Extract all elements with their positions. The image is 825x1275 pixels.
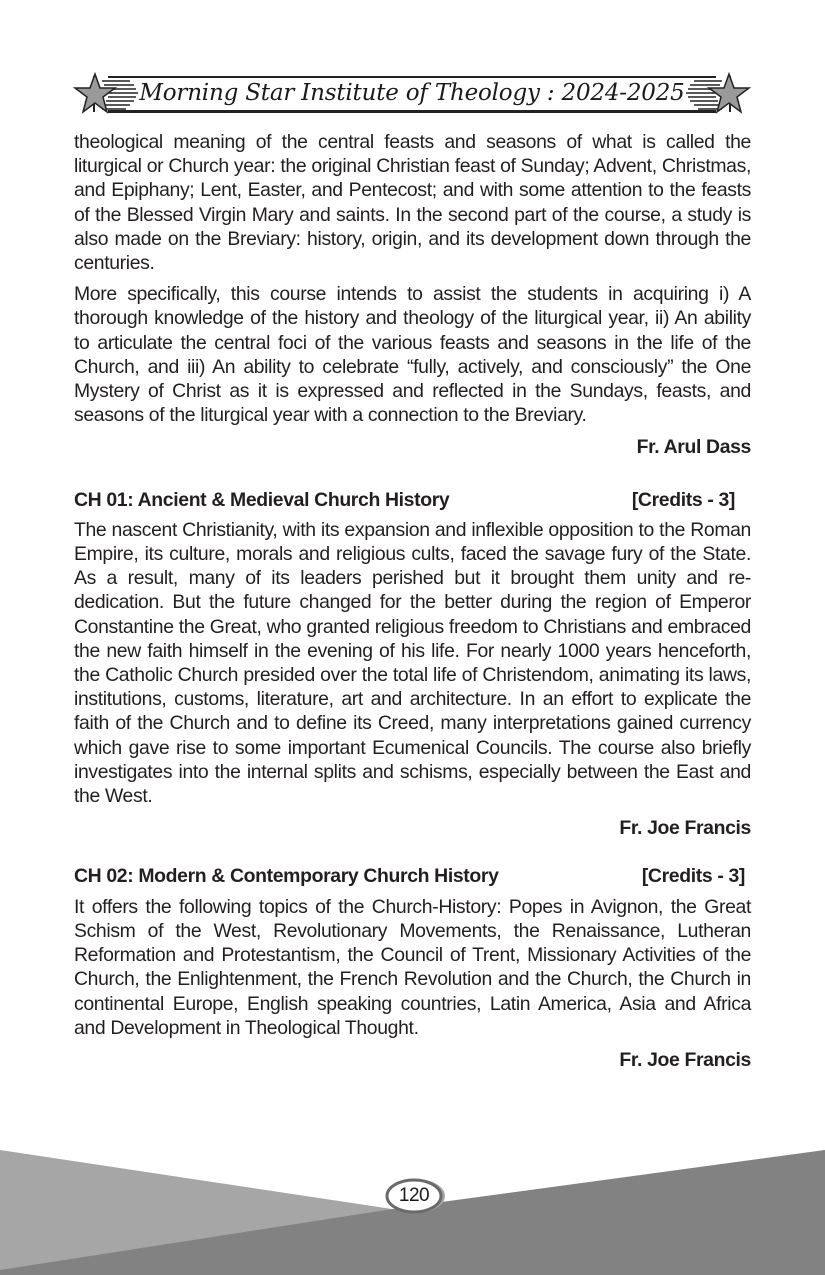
course-description: The nascent Christianity, with its expansion and inflexible opposition to the Roman Empire, its culture, morals and religious cults, faced the savage fury of the State. As a result, many of its leaders perished but it brought them unity and re-dedication. But the future changed for the better during the region of Emperor Constantine the Great, who granted religious freedom to Christians and embraced the new faith himself in the evening of his life. For nearly 1000 years henceforth, the Catholic Church presided over the total life of Christendom, animating its laws, institutions, customs, literature, art and architecture. In an effort to explicate the faith of the Church and to define its Creed, many interpretations gained currency which gave rise to some important Ecumenical Councils. The course also briefly investigates into the internal splits and schisms, especially between the East and the West.: [74, 518, 751, 808]
intro-paragraph: More specifically, this course intends to assist the students in acquiring i) A thorough knowledge of the history and theology of the liturgical year, ii) An ability to articulate the central foci of the various feasts and seasons in the life of the Church, and iii) An ability to celebrate “fully, actively, and consciously” the One Mystery of Christ as it is expressed and reflected in the Sundays, feasts, and seasons of the liturgical year with a connection to the Breviary.: [74, 283, 751, 427]
page-number: 120: [398, 1185, 430, 1206]
page-footer: [0, 1140, 825, 1275]
course-heading-ch01: [74, 488, 751, 512]
course-author: Fr. Arul Dass: [636, 436, 751, 459]
main-content: [74, 130, 751, 1072]
course-credits: [Credits - 3]: [631, 488, 735, 511]
course-heading-ch02: [74, 864, 751, 888]
course-title: CH 01: Ancient & Medieval Church History: [74, 488, 450, 511]
page-header: [72, 70, 752, 118]
course-title: CH 02: Modern & Contemporary Church History: [74, 865, 499, 888]
page-number-badge: [383, 1178, 445, 1214]
course-author: Fr. Joe Francis: [619, 1048, 751, 1071]
header-title: Morning Star Institute of Theology : 2024-2025: [139, 80, 685, 106]
intro-paragraph: theological meaning of the central feasts and seasons of what is called the liturgical or Church year: the original Christian feast of Sunday; Advent, Christmas, and Epiphany; Lent, Easter, and Pentecost; and with some attention to the feasts of the Blessed Virgin Mary and saints. In the second part of the course, a study is also made on the Breviary: history, origin, and its development down through the centuries.: [74, 131, 751, 275]
course-description: It offers the following topics of the Church-History: Popes in Avignon, the Great Schism of the West, Revolutionary Movements, the Renaissance, Lutheran Reformation and Protestantism, the Council of Trent, Missionary Activities of the Church, the Enlightenment, the French Revolution and the Church, the Church in continental Europe, English speaking countries, Latin America, Asia and Africa and Development in Theological Thought.: [74, 895, 751, 1039]
course-author: Fr. Joe Francis: [619, 817, 751, 840]
course-credits: [Credits - 3]: [641, 865, 745, 888]
